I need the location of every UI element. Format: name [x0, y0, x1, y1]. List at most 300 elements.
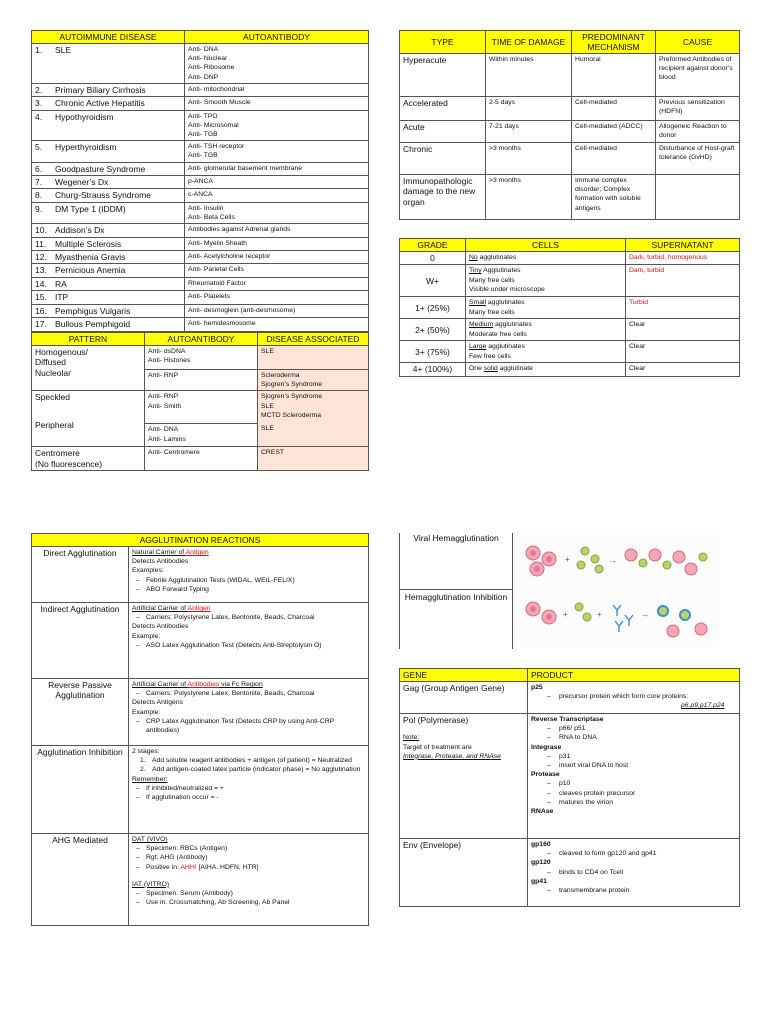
disease-name: Pemphigus Vulgaris: [55, 305, 131, 316]
pattern-name: (No fluorescence): [35, 458, 103, 469]
table-row: [32, 202, 369, 223]
dat-text: Positive in:: [146, 863, 181, 871]
rejection-mechanism: Cell-mediated: [572, 143, 656, 175]
rejection-mechanism: Humoral: [572, 54, 656, 97]
rejection-cause: Preformed Antibodies of recipient against donor’s blood: [656, 54, 740, 97]
row-number: 7.: [35, 177, 43, 188]
gene-product: [528, 714, 740, 839]
disease-cell: [32, 224, 185, 237]
row-number: 16.: [35, 305, 47, 316]
autoantibody-cell: [185, 251, 369, 264]
svg-text:→: →: [641, 610, 649, 619]
example-item: – ASO Latex Agglutination Test (Detects Anti-Streptolysin O): [132, 641, 365, 650]
disease-name: Primary Biliary Cirrhosis: [55, 84, 146, 95]
hiv-gene-table: [399, 668, 740, 907]
grade-value: 0: [400, 252, 466, 265]
dat-label: DAT (VIVO): [132, 836, 168, 843]
table-row: [32, 83, 369, 96]
carriers-item: – Carriers: Polystyrene Latex, Bentonite, Beads, Charcoal: [132, 613, 365, 622]
ana-disease-group: [258, 346, 368, 369]
autoimmune-header-antibody: AUTOANTIBODY: [185, 31, 369, 44]
table-row: [400, 97, 740, 121]
disease-cell: [32, 176, 185, 189]
ana-header-pattern: PATTERN: [32, 333, 145, 346]
disease-name: Hypothyroidism: [55, 111, 114, 122]
rejection-table: [399, 30, 740, 220]
cells-line: [469, 320, 622, 329]
product-name: gp41: [531, 877, 547, 885]
table-row: [32, 251, 369, 264]
autoantibody: Anti- TGB: [188, 131, 218, 139]
gene-name: Pol (Polymerase): [403, 715, 469, 725]
dat-item: – Specimen: RBCs (Antigen): [132, 844, 365, 853]
cells-description: [466, 297, 626, 319]
disease-name: Myasthenia Gravis: [55, 252, 126, 263]
reaction-detail: [129, 679, 369, 746]
disease-name: Wegener’s Dx: [55, 177, 109, 188]
cells-description: [466, 363, 626, 376]
svg-text:→: →: [609, 556, 617, 565]
cells-line: [469, 266, 622, 275]
table-row: [32, 834, 369, 926]
carrier-highlight: Antibodies: [187, 681, 220, 688]
rbc-icon: [526, 602, 556, 624]
disease-name: Chronic Active Hepatitis: [55, 98, 145, 109]
ana-pattern-cell: [32, 391, 145, 447]
table-row: [32, 141, 369, 162]
ana-pattern-cell: [32, 447, 145, 471]
carrier-line: [132, 680, 365, 689]
reaction-detail: [129, 547, 369, 603]
disease-cell: [32, 141, 185, 162]
table-row: [32, 346, 369, 391]
rejection-type: Immunopathologic damage to the new organ: [400, 175, 486, 220]
ana-antibody-group: [145, 369, 257, 381]
agglutination-title: AGGLUTINATION REACTIONS: [32, 534, 369, 547]
row-number: 13.: [35, 265, 47, 276]
product-detail: – RNA to DNA: [531, 733, 736, 742]
remember-item: – If inhibited/neutralized = +: [132, 784, 365, 793]
table-row: [400, 714, 740, 839]
autoantibody-cell: [185, 224, 369, 237]
table-row: [400, 265, 740, 297]
hemagglutination-diagram: [513, 535, 719, 647]
reaction-label: Agglutination Inhibition: [32, 746, 129, 834]
rbc-icon: [526, 546, 556, 576]
row-number: 6.: [35, 163, 43, 174]
product-name: gp120: [531, 859, 551, 867]
antibody: Anti- Lamins: [148, 435, 186, 443]
disease: CREST: [261, 449, 285, 457]
autoantibody: Anti- TPO: [188, 112, 218, 120]
rejection-cause: Previous sensitization (HDFN): [656, 97, 740, 121]
ana-antibody-cell: [145, 391, 258, 447]
cells-text: agglutinate: [497, 365, 533, 373]
pattern-name: Peripheral: [35, 419, 74, 430]
cells-size: No: [469, 254, 478, 261]
rejection-time: >3 months: [486, 175, 572, 220]
product-name: Reverse Transcriptase: [531, 716, 604, 723]
autoimmune-table: [31, 30, 369, 332]
cells-text: agglutinates: [486, 343, 525, 351]
autoantibody: Anti- glomerular basement membrane: [188, 164, 303, 172]
product-detail: – insert viral DNA to host: [531, 761, 736, 770]
disease-name: Pernicious Anemia: [55, 265, 126, 276]
autoantibody: Anti- DNA: [188, 46, 219, 53]
autoantibody: Anti- TSH receptor: [188, 143, 245, 151]
row-number: 11.: [35, 238, 47, 249]
agglutination-grading-table: [399, 238, 740, 377]
autoantibody: Antibodies against Adrenal glands: [188, 226, 291, 234]
supernatant-value: Clear: [626, 319, 740, 341]
disease-name: Multiple Sclerosis: [55, 238, 122, 249]
disease-cell: [32, 110, 185, 141]
dat-text: [AIHA, HDFN, HTR]: [196, 863, 259, 871]
grade-value: 3+ (75%): [400, 341, 466, 363]
supernatant-value: Turbid: [626, 297, 740, 319]
table-row: [400, 297, 740, 319]
disease: SLE: [261, 425, 274, 433]
supernatant-value: Clear: [626, 363, 740, 376]
autoantibody: Anti- Smooth Muscle: [188, 99, 251, 107]
example-label: Example:: [132, 708, 161, 716]
ana-antibody-group: [145, 423, 257, 444]
antibody: Anti- Smith: [148, 402, 182, 410]
svg-text:+: +: [597, 610, 602, 619]
rejection-header-type: TYPE: [400, 31, 486, 54]
table-row: [32, 264, 369, 277]
carrier-text: Artificial Carrier of: [132, 681, 188, 688]
reaction-label: Reverse Passive Agglutination: [32, 679, 129, 746]
autoantibody-cell: [185, 97, 369, 110]
ana-disease-group: [258, 369, 368, 390]
carrier-text: via Fc Region: [219, 681, 263, 688]
cells-text: agglutinates: [486, 299, 525, 307]
disease-cell: [32, 189, 185, 202]
autoantibody-cell: [185, 110, 369, 141]
grading-header-grade: GRADE: [400, 239, 466, 252]
disease: Sjogren’s Syndrome: [261, 381, 323, 389]
cells-line: [469, 364, 622, 373]
disease: SLE: [261, 402, 274, 410]
gene-name-cell: [400, 714, 528, 839]
rejection-header-cause: CAUSE: [656, 31, 740, 54]
product-detail: – binds to CD4 on Tcell: [531, 868, 736, 877]
autoantibody-cell: [185, 304, 369, 317]
autoantibody: Anti- Ribosome: [188, 64, 235, 72]
grade-value: 2+ (50%): [400, 319, 466, 341]
disease-cell: [32, 251, 185, 264]
table-row: [32, 547, 369, 603]
ana-disease-group: [258, 423, 368, 434]
disease-name: Hyperthyroidism: [55, 142, 117, 153]
rejection-header-mechanism: PREDOMINANT MECHANISM: [572, 31, 656, 54]
cells-description: [466, 341, 626, 363]
disease-cell: [32, 318, 185, 331]
stage-step: [132, 756, 365, 765]
supernatant-value: Clear: [626, 341, 740, 363]
table-row: [400, 54, 740, 97]
cells-text: agglutinates: [477, 254, 517, 261]
ana-antibody-cell: [145, 447, 258, 471]
product-name: Integrase: [531, 743, 562, 751]
remember-label: Remember:: [132, 775, 168, 783]
carrier-text: Artificial Carrier of: [132, 605, 188, 612]
reaction-label: Indirect Agglutination: [32, 603, 129, 679]
disease-name: Churg-Strauss Syndrome: [55, 190, 151, 201]
product-detail: – p10: [531, 779, 736, 788]
rejection-time: 2-5 days: [486, 97, 572, 121]
autoantibody: Anti- Platelets: [188, 293, 230, 301]
disease-cell: [32, 162, 185, 175]
row-number: 12.: [35, 252, 47, 263]
table-row: [32, 44, 369, 84]
cells-description: [466, 252, 626, 265]
table-row: [32, 291, 369, 304]
rejection-cause: Allogeneic Reaction to donor: [656, 121, 740, 143]
detects-line: Detects Antigens: [132, 699, 184, 707]
pattern-name: Speckled: [35, 392, 70, 403]
cells-size: Tiny: [469, 267, 482, 275]
stages-label: 2 stages:: [132, 748, 160, 755]
carrier-highlight: Antigen: [187, 605, 211, 612]
autoantibody: Anti- TGB: [188, 152, 218, 160]
autoantibody: Anti- Myelin Sheath: [188, 239, 247, 247]
cells-description: [466, 319, 626, 341]
pattern-name: Nucleolar: [35, 367, 71, 378]
disease: MCTD Scleroderma: [261, 411, 322, 419]
disease-name: Addison’s Dx: [55, 225, 105, 236]
rejection-time: >3 months: [486, 143, 572, 175]
pattern-name: Diffused: [35, 357, 67, 368]
autoantibody-cell: [185, 83, 369, 96]
autoantibody-cell: [185, 44, 369, 84]
autoantibody: Anti- DNP: [188, 73, 219, 81]
rejection-cause: Disturbance of Host-graft tolerance (GvHD): [656, 143, 740, 175]
autoantibody: Anti- Beta Cells: [188, 214, 235, 222]
dat-item: [132, 863, 365, 872]
product-name: gp160: [531, 841, 551, 848]
carrier-line: [132, 548, 365, 557]
cells-size: Small: [469, 299, 486, 307]
grading-header-cells: CELLS: [466, 239, 626, 252]
detects-line: Detects Antibodies: [132, 623, 189, 631]
table-row: [32, 603, 369, 679]
grade-value: 4+ (100%): [400, 363, 466, 376]
autoantibody: Anti- hemidesmosome: [188, 320, 256, 328]
autoantibody: Anti- Microsomal: [188, 121, 239, 129]
carrier-highlight: Antigen: [185, 549, 209, 556]
autoantibody-cell: [185, 189, 369, 202]
iat-item: – Specimen: Serum (Antibody): [132, 889, 365, 898]
cells-line: [469, 342, 622, 351]
row-number: 2.: [35, 84, 43, 95]
disease: SLE: [261, 348, 274, 355]
example-item: – Febrile Agglutination Tests (WIDAL, WEIL-FELIX): [132, 576, 365, 585]
cells-extra: Moderate free cells: [469, 330, 527, 338]
table-row: [32, 110, 369, 141]
note-label: Note:: [403, 734, 420, 742]
cells-extra: Visible under microscope: [469, 285, 545, 293]
product-detail: – cleaves protein precursor: [531, 789, 736, 798]
table-row: [32, 277, 369, 290]
disease-name: Goodpasture Syndrome: [55, 163, 146, 174]
note-text: Target of treatment are: [403, 743, 472, 751]
autoantibody: Anti- desmoglein (anti-desmosome): [188, 306, 296, 314]
example-label: Example:: [132, 632, 161, 640]
table-row: [32, 97, 369, 110]
step-number: 1.: [140, 757, 146, 765]
product-detail: – precursor protein which form core proteins:: [531, 692, 736, 701]
carriers-item: – Carriers: Polystyrene Latex, Bentonite, Beads, Charcoal: [132, 689, 365, 698]
ana-pattern-cell: [32, 346, 145, 391]
reaction-detail: [129, 834, 369, 926]
supernatant-value: Dark, turbid, homogenous: [626, 252, 740, 265]
autoantibody-cell: [185, 162, 369, 175]
cells-extra: Few free cells: [469, 352, 511, 360]
table-row: [400, 252, 740, 265]
autoantibody-cell: [185, 141, 369, 162]
hemagglutination-inhibition-label: Hemagglutination Inhibition: [400, 589, 513, 649]
remember-item: – If agglutination occur = -: [132, 793, 365, 802]
autoantibody: Anti- Parietal Cells: [188, 266, 244, 274]
row-number: 3.: [35, 98, 43, 109]
table-row: [32, 162, 369, 175]
rejection-mechanism: Cell-mediated: [572, 97, 656, 121]
disease-cell: [32, 97, 185, 110]
product-detail: – transmembrane protein: [531, 886, 736, 895]
disease-cell: [32, 264, 185, 277]
autoantibody-cell: [185, 202, 369, 223]
grade-value: W+: [400, 265, 466, 297]
rejection-type: Chronic: [400, 143, 486, 175]
virus-icon: [577, 547, 603, 573]
dat-highlight: AHH!: [180, 863, 197, 871]
cells-extra: Many free cells: [469, 308, 515, 316]
rejection-type: Acute: [400, 121, 486, 143]
autoantibody: c-ANCA: [188, 191, 213, 199]
hemagglutination-illustration: [513, 535, 719, 647]
autoantibody: Anti- Insulin: [188, 204, 224, 212]
table-row: [32, 224, 369, 237]
product-name: RNAse: [531, 808, 554, 816]
example-item: – ABO Forward Typing: [132, 585, 365, 594]
cells-size: Large: [469, 343, 487, 351]
table-row: [32, 237, 369, 250]
carrier-line: [132, 604, 365, 613]
antibody: Anti- Histones: [148, 357, 191, 365]
antibody: Anti- RNP: [148, 372, 179, 379]
cells-description: [466, 265, 626, 297]
svg-text:+: +: [563, 610, 568, 619]
autoimmune-header-disease: AUTOIMMUNE DISEASE: [32, 31, 185, 44]
table-row: [400, 143, 740, 175]
reaction-detail: [129, 746, 369, 834]
ana-disease-cell: [258, 447, 369, 471]
disease-cell: [32, 44, 185, 84]
product-name: Protease: [531, 771, 560, 779]
autoantibody-cell: [185, 277, 369, 290]
cells-line: [469, 298, 622, 307]
ana-antibody-group: [145, 391, 257, 423]
autoantibody-cell: [185, 291, 369, 304]
autoantibody: Anti- Acetylcholine receptor: [188, 253, 271, 261]
row-number: 1.: [35, 45, 43, 55]
cells-size: Medium: [469, 321, 494, 329]
antibody-icon: [613, 605, 633, 632]
detects-line: Detects Antibodies: [132, 558, 189, 566]
autoantibody: p-ANCA: [188, 178, 213, 186]
rejection-time: 7-21 days: [486, 121, 572, 143]
antibody: Anti- Centromere: [148, 449, 200, 457]
antibody: Anti- dsDNA: [148, 348, 186, 355]
disease-cell: [32, 83, 185, 96]
row-number: 15.: [35, 292, 47, 303]
rejection-mechanism: Immune complex disorder; Complex formation with soluble antigens: [572, 175, 656, 220]
antibody: Anti- RNP: [148, 393, 179, 401]
cells-text: agglutinates: [493, 321, 532, 329]
row-number: 5.: [35, 142, 43, 153]
iat-item: – Use in: Crossmatching, Ab Screening, Ab Panel: [132, 898, 365, 907]
table-row: [32, 746, 369, 834]
autoantibody-cell: [185, 237, 369, 250]
cells-extra: Many free cells: [469, 276, 515, 284]
table-row: [32, 679, 369, 746]
table-row: [32, 176, 369, 189]
product-name: p25: [531, 684, 543, 691]
grade-value: 1+ (25%): [400, 297, 466, 319]
pattern-name: Centromere: [35, 448, 80, 459]
rejection-mechanism: Cell-mediated (ADCC): [572, 121, 656, 143]
table-row: [400, 682, 740, 714]
rejection-time: Within minutes: [486, 54, 572, 97]
disease-name: ITP: [55, 292, 69, 303]
gene-product: [528, 682, 740, 714]
autoantibody: Anti- Nuclear: [188, 55, 228, 63]
rejection-header-time: TIME OF DAMAGE: [486, 31, 572, 54]
stage-step: [132, 765, 365, 774]
hiv-header-gene: GENE: [400, 669, 528, 682]
antibody: Anti- DNA: [148, 426, 179, 434]
product-detail: – cleaved to form gp120 and gp41: [531, 849, 736, 858]
table-row: [32, 318, 369, 331]
reaction-detail: [129, 603, 369, 679]
ana-antibody-cell: [145, 346, 258, 391]
gene-name: Env (Envelope): [400, 839, 528, 907]
reaction-label: AHG Mediated: [32, 834, 129, 926]
reaction-label: Direct Agglutination: [32, 547, 129, 603]
row-number: 14.: [35, 278, 47, 289]
step-text: Add soluble reagent antibodies + antigen (of patient) = Neutralized: [152, 757, 352, 765]
carrier-text: Natural Carrier of: [132, 549, 186, 556]
table-row: [400, 839, 740, 907]
disease-cell: [32, 304, 185, 317]
row-number: 8.: [35, 190, 43, 201]
disease-name: DM Type 1 (IDDM): [55, 203, 126, 214]
table-row: [32, 189, 369, 202]
row-number: 4.: [35, 111, 43, 122]
cells-text: One: [469, 365, 484, 373]
product-detail: – p66/ p51: [531, 724, 736, 733]
disease-cell: [32, 277, 185, 290]
disease-cell: [32, 202, 185, 223]
grading-header-supernatant: SUPERNATANT: [626, 239, 740, 252]
supernatant-value: Dark, turbid: [626, 265, 740, 297]
disease-cell: [32, 237, 185, 250]
table-row: [32, 447, 369, 471]
example-item: – CRP Latex Agglutination Test (Detects CRP by using Anti-CRP antibodies): [132, 717, 365, 735]
neutralized-virus-icon: [658, 606, 707, 637]
